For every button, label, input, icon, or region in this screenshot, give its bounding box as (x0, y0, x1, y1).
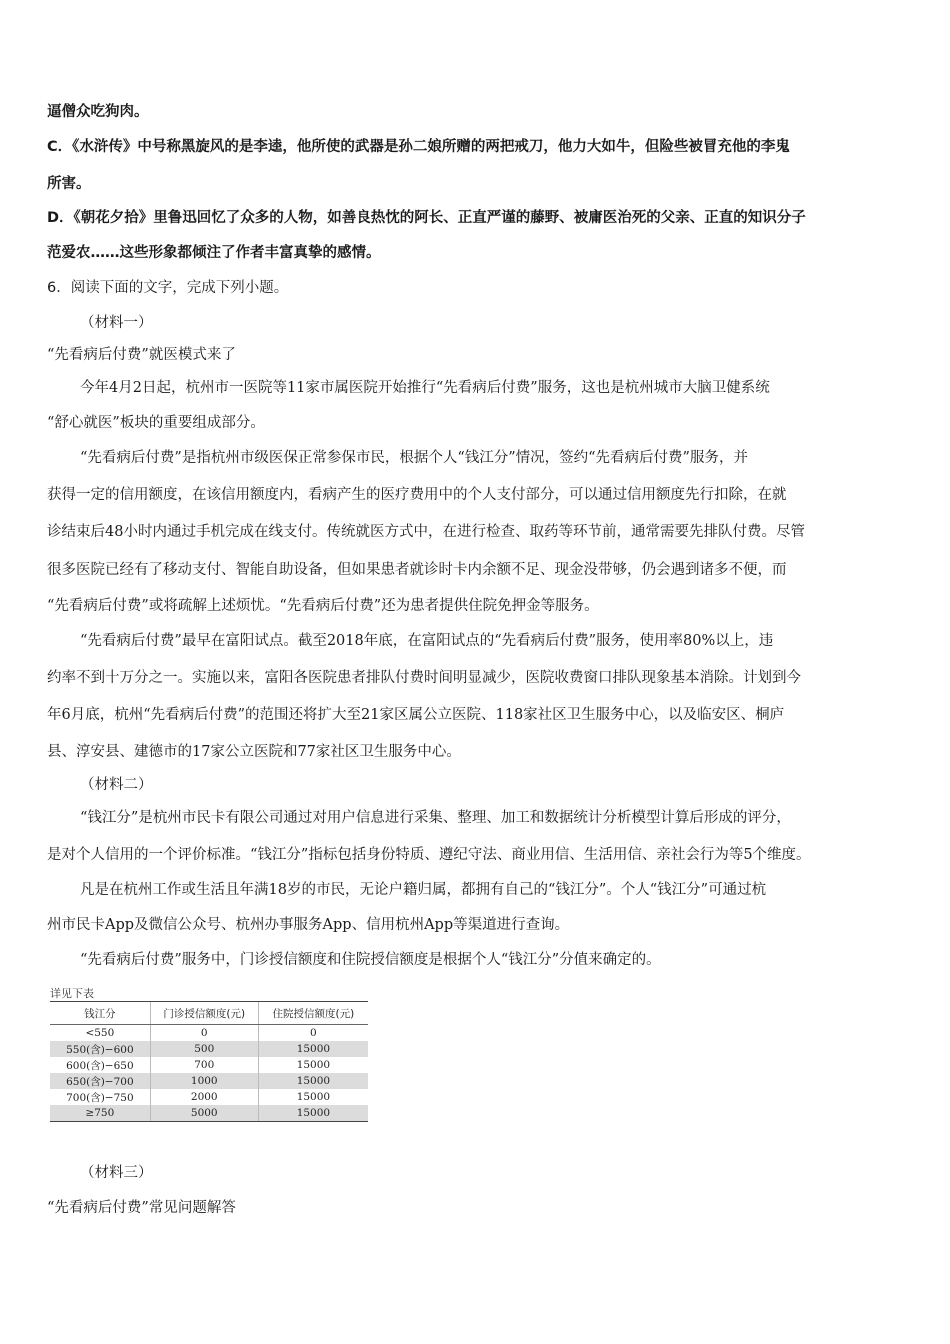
material1-title: “先看病后付费”就医模式来了 (47, 347, 236, 363)
material1-p2-l4: 很多医院已经有了移动支付、智能自助设备，但如果患者就诊时卡内余额不足、现金没带够，仍会遇到诸多不便，而 (47, 562, 787, 578)
table-header-score: 钱江分 (50, 1002, 150, 1025)
table-caption: 详见下表 (50, 987, 94, 1000)
table-row (50, 1057, 368, 1073)
table-cell: 600(含)−650 (66, 1059, 134, 1072)
table-row (50, 1073, 368, 1089)
material2-p2-l2: 州市民卡App及微信公众号、杭州办事服务App、信用杭州App等渠道进行查询。 (47, 917, 570, 933)
material1-p2-l3: 诊结束后48小时内通过手机完成在线支付。传统就医方式中，在进行检查、取药等环节前，通常需要先排队付费。尽管 (47, 524, 805, 540)
material2-p1-l2: 是对个人信用的一个评价标准。“钱江分”指标包括身份特质、遵纪守法、商业用信、生活用信、亲社会行为等5个维度。 (47, 847, 811, 863)
material1-p2-l1: “先看病后付费”是指杭州市级医保正常参保市民，根据个人“钱江分”情况，签约“先看病后付费”服务，并 (80, 450, 748, 466)
table-cell: 500 (150, 1041, 258, 1057)
table-cell: 1000 (150, 1073, 258, 1089)
table-cell: 15000 (258, 1105, 368, 1122)
table-row (50, 1105, 368, 1122)
option-d-line1: D．《朝花夕拾》里鲁迅回忆了众多的人物，如善良热忱的阿长、正直严谨的藤野、被庸医治死的父亲、正直的知识分子 (47, 210, 806, 226)
material3-label: （材料三） (80, 1165, 153, 1181)
table-header-row (50, 1002, 368, 1025)
material2-p3-l1: “先看病后付费”服务中，门诊授信额度和住院授信额度是根据个人“钱江分”分值来确定的。 (80, 952, 661, 968)
material2-p1-l1: “钱江分”是杭州市民卡有限公司通过对用户信息进行采集、整理、加工和数据统计分析模型计算后形成的评分， (80, 810, 791, 826)
material1-p3-l3: 年6月底，杭州“先看病后付费”的范围还将扩大至21家区属公立医院、118家社区卫生服务中心，以及临安区、桐庐 (47, 707, 785, 723)
question-stem: 6．阅读下面的文字，完成下列小题。 (47, 280, 289, 296)
material2-label: （材料二） (80, 777, 153, 793)
table-row (50, 1041, 368, 1057)
material3-title: “先看病后付费”常见问题解答 (47, 1200, 236, 1216)
table-cell: 0 (258, 1025, 368, 1042)
table-header-outpatient: 门诊授信额度(元) (150, 1002, 258, 1025)
table-cell: 15000 (258, 1057, 368, 1073)
table-cell: 650(含)−700 (50, 1073, 150, 1089)
table-cell: ≥750 (50, 1105, 150, 1122)
table-cell: 15000 (258, 1089, 368, 1105)
option-d-line2: 范爱农……这些形象都倾注了作者丰富真挚的感情。 (47, 245, 381, 261)
material1-p1-l2: “舒心就医”板块的重要组成部分。 (47, 415, 265, 431)
table-cell: 15000 (258, 1073, 368, 1089)
material1-p3-l4: 县、淳安县、建德市的17家公立医院和77家社区卫生服务中心。 (47, 744, 461, 760)
material1-p1-l1: 今年4月2日起，杭州市一医院等11家市属医院开始推行“先看病后付费”服务，这也是杭州城市大脑卫健系统 (80, 380, 770, 396)
table-cell: 15000 (258, 1041, 368, 1057)
material1-p2-l2: 获得一定的信用额度，在该信用额度内，看病产生的医疗费用中的个人支付部分，可以通过信用额度先行扣除，在就 (47, 487, 787, 503)
material1-p3-l2: 约率不到十万分之一。实施以来，富阳各医院患者排队付费时间明显减少，医院收费窗口排队现象基本消除。计划到今 (47, 670, 801, 686)
table-cell: 5000 (150, 1105, 258, 1122)
material1-p3-l1: “先看病后付费”最早在富阳试点。截至2018年底，在富阳试点的“先看病后付费”服务，使用率80%以上，违 (80, 633, 774, 649)
table-cell: 700 (150, 1057, 258, 1073)
table-header-inpatient: 住院授信额度(元) (258, 1002, 368, 1025)
table-row (50, 1089, 368, 1105)
table-row (50, 1025, 368, 1042)
table-cell: <550 (85, 1027, 115, 1039)
table-cell: 0 (150, 1025, 258, 1042)
option-c-line2: 所害。 (47, 176, 91, 192)
option-c-line1: C．《水浒传》中号称黑旋风的是李逵，他所使的武器是孙二娘所赠的两把戒刀，他力大如牛，但险些被冒充他的李鬼 (47, 139, 790, 155)
table-cell: 700(含)−750 (66, 1091, 134, 1104)
credit-limit-table (50, 1001, 368, 1122)
material1-p2-l5: “先看病后付费”或将疏解上述烦忧。“先看病后付费”还为患者提供住院免押金等服务。 (47, 598, 599, 614)
table-cell: 550(含)−600 (50, 1041, 150, 1057)
material2-p2-l1: 凡是在杭州工作或生活且年满18岁的市民，无论户籍归属，都拥有自己的“钱江分”。个人“钱江分”可通过杭 (80, 882, 767, 898)
table-cell: 2000 (150, 1089, 258, 1105)
option-b-tail: 逼僧众吃狗肉。 (47, 104, 149, 120)
material1-label: （材料一） (80, 315, 153, 331)
